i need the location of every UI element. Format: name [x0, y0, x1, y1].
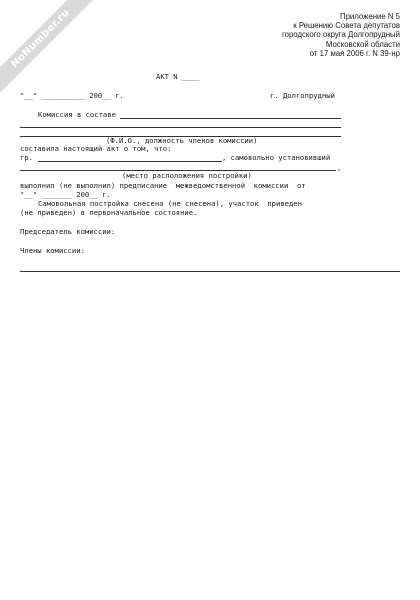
chairman-label: Председатель комиссии:	[20, 227, 116, 236]
appendix-header	[282, 12, 400, 58]
commission-fill-line-2	[20, 127, 341, 128]
members-fill-line	[20, 271, 400, 272]
act-title: АКТ N ____	[156, 72, 200, 81]
members-label: Члены комиссии:	[20, 246, 85, 255]
act-city: г. Долгопрудный	[270, 91, 335, 100]
place-comma: ,	[337, 163, 342, 172]
commission-fill-line	[120, 118, 341, 119]
appendix-line-3: городского округа Долгопрудный	[281, 30, 400, 40]
commission-label: Комиссия в составе	[38, 110, 116, 119]
fulfilled-text: выполнил (не выполнил) предписание межведомственной комиссии от	[20, 181, 306, 190]
appendix-line-4: Московской области	[325, 39, 400, 49]
order-date: "__" _______ 200__ г.	[20, 190, 111, 199]
citizen-label: гр.	[20, 153, 33, 162]
self-installed-text: , самовольно установивший	[222, 153, 331, 162]
act-date: "__" __________ 200__ г.	[20, 91, 124, 100]
watermark-ribbon: NoNumber.ru	[0, 0, 100, 98]
appendix-line-1: Приложение N 5	[339, 12, 400, 21]
appendix-line-2: к Решению Совета депутатов	[293, 21, 400, 31]
citizen-fill-line	[38, 161, 222, 162]
appendix-line-5: от 17 мая 2006 г. N 39-нр	[309, 48, 400, 58]
composed-text: составила настоящий акт о том, что:	[20, 144, 172, 153]
place-caption: (место расположения постройки)	[122, 171, 252, 180]
demolished-line-1: Самовольная постройка снесена (не снесена), участок приведен	[38, 199, 302, 208]
fio-caption: (Ф.И.О., должность членов комиссии)	[106, 136, 258, 145]
demolished-line-2: (не приведен) в первоначальное состояние.	[20, 208, 198, 217]
